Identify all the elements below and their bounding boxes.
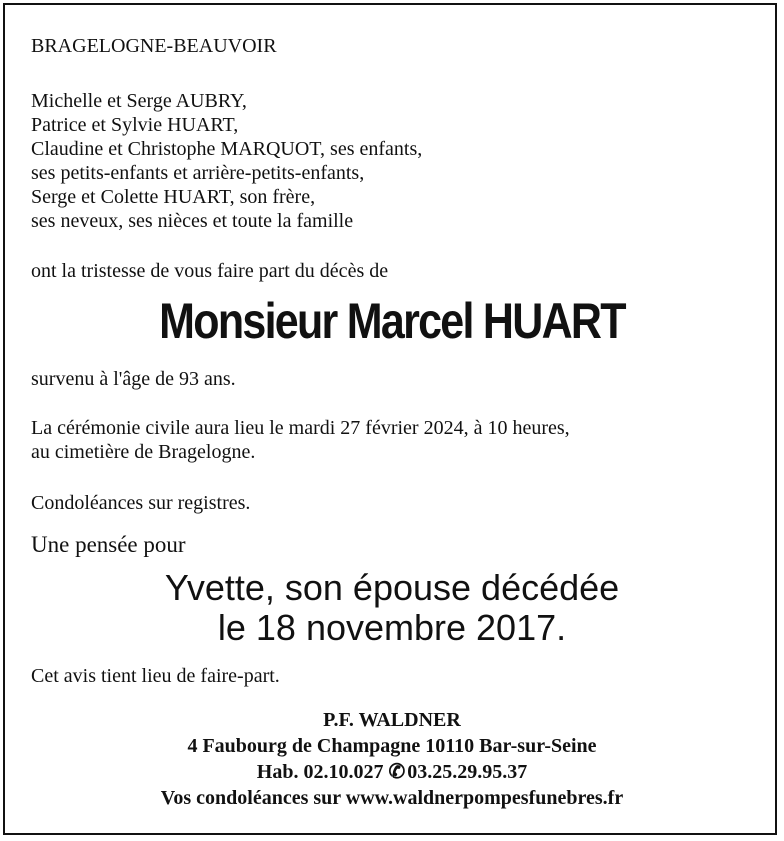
- ceremony-line: La cérémonie civile aura lieu le mardi 27 février 2024, à 10 heures,: [31, 417, 570, 439]
- family-line: ses neveux, ses nièces et toute la famille: [31, 210, 354, 232]
- phone-number[interactable]: 03.25.29.95.37: [407, 761, 528, 783]
- deceased-name: Monsieur Marcel HUART: [159, 293, 625, 349]
- family-line: Michelle et Serge AUBRY,: [31, 90, 247, 112]
- notice-text: Cet avis tient lieu de faire-part.: [31, 665, 280, 687]
- family-line: Patrice et Sylvie HUART,: [31, 114, 239, 136]
- family-line: ses petits-enfants et arrière-petits-enfants,: [31, 162, 365, 184]
- thought-line: le 18 novembre 2017.: [217, 607, 567, 648]
- thought-line: Yvette, son épouse décédée: [164, 567, 620, 608]
- condolences-text: Condoléances sur registres.: [31, 492, 251, 514]
- ceremony-line: au cimetière de Bragelogne.: [31, 441, 256, 463]
- family-line: Claudine et Christophe MARQUOT, ses enfants,: [31, 138, 423, 160]
- phone-icon: ✆: [388, 761, 406, 783]
- website-line[interactable]: Vos condoléances sur www.waldnerpompesfunebres.fr: [160, 787, 624, 809]
- announcement-text: ont la tristesse de vous faire part du décès de: [31, 260, 389, 282]
- family-line: Serge et Colette HUART, son frère,: [31, 186, 316, 208]
- age-text: survenu à l'âge de 93 ans.: [31, 368, 236, 390]
- hab-number: Hab. 02.10.027: [256, 761, 384, 783]
- village-heading: BRAGELOGNE-BEAUVOIR: [31, 35, 277, 57]
- funeral-home-contact: [0, 760, 784, 784]
- funeral-home-address: 4 Faubourg de Champagne 10110 Bar-sur-Seine: [187, 735, 597, 757]
- funeral-home-name: P.F. WALDNER: [323, 709, 461, 731]
- thought-intro: Une pensée pour: [31, 532, 186, 557]
